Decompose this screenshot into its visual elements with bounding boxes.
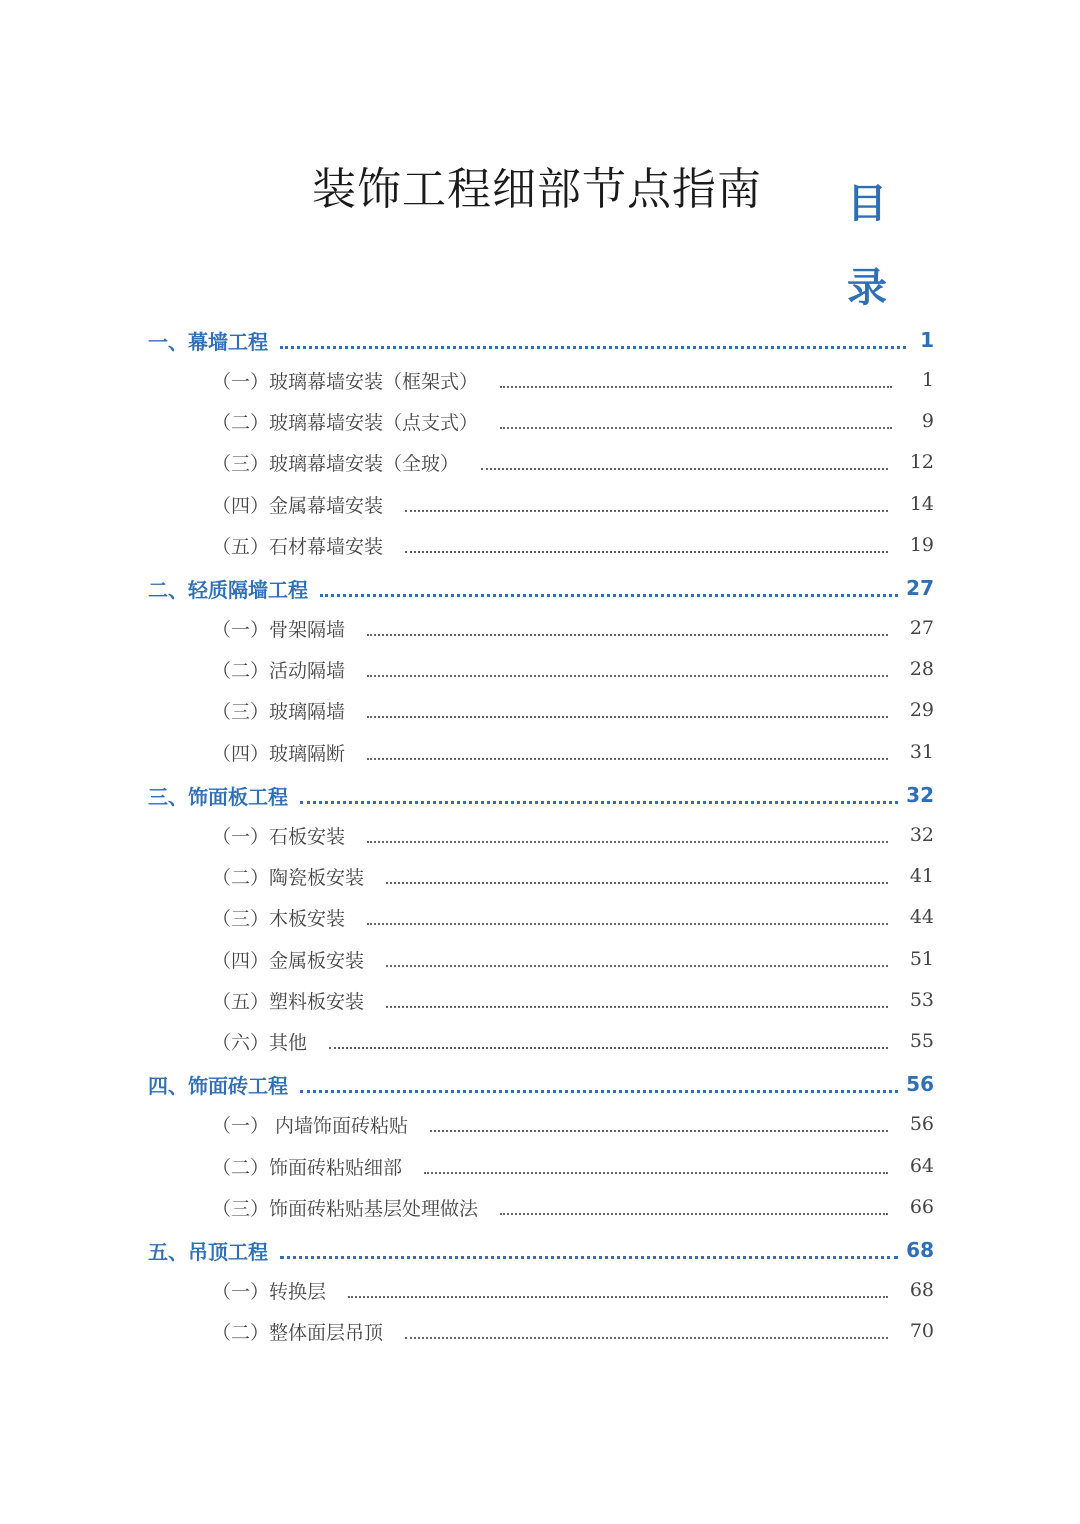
toc-label: （一）转换层 <box>212 1280 327 1303</box>
toc-label: 一、幕墙工程 <box>148 329 268 354</box>
toc-label: （一）石板安装 <box>212 825 346 848</box>
toc-section-light-partition[interactable] <box>148 572 934 604</box>
toc-page-number: 56 <box>909 1113 934 1135</box>
toc-label: （二）饰面砖粘贴细部 <box>212 1156 403 1179</box>
dot-leader <box>367 758 888 760</box>
toc-label: （四）玻璃隔断 <box>212 742 346 765</box>
dot-leader <box>386 965 888 967</box>
toc-section-facing-panel[interactable] <box>148 779 934 811</box>
toc-item[interactable] <box>212 736 934 768</box>
toc-page-number: 14 <box>909 493 934 515</box>
dot-leader <box>280 346 906 349</box>
toc-item[interactable] <box>212 860 934 892</box>
toc-label: （一）玻璃幕墙安装（框架式） <box>212 370 479 393</box>
toc-page-number: 68 <box>909 1279 934 1301</box>
toc-page-number: 41 <box>909 865 934 887</box>
toc-item[interactable] <box>212 529 934 561</box>
dot-leader <box>500 1213 888 1215</box>
toc-item[interactable] <box>212 1191 934 1223</box>
toc-page-number: 51 <box>909 948 934 970</box>
toc-page-number: 31 <box>909 741 934 763</box>
document-title: 装饰工程细部节点指南 <box>312 164 762 215</box>
dot-leader <box>481 468 888 470</box>
toc-page-number: 55 <box>909 1030 934 1052</box>
toc-item[interactable] <box>212 819 934 851</box>
toc-label: 四、饰面砖工程 <box>148 1073 288 1098</box>
toc-page-number: 68 <box>906 1238 934 1262</box>
toc-label: （三）木板安装 <box>212 907 346 930</box>
toc-page-number: 44 <box>909 906 934 928</box>
dot-leader <box>386 882 888 884</box>
dot-leader <box>367 634 888 636</box>
toc-label: （三）饰面砖粘贴基层处理做法 <box>212 1197 479 1220</box>
toc-label: （六）其他 <box>212 1031 308 1054</box>
toc-page-number: 32 <box>906 783 934 807</box>
toc-label: （二）陶瓷板安装 <box>212 866 365 889</box>
toc-item[interactable] <box>212 1150 934 1182</box>
dot-leader <box>367 923 888 925</box>
toc-item[interactable] <box>212 405 934 437</box>
toc-page-number: 70 <box>909 1320 934 1342</box>
toc-label: 五、吊顶工程 <box>148 1239 268 1264</box>
toc-label: （二）活动隔墙 <box>212 659 346 682</box>
dot-leader <box>405 510 888 512</box>
toc-page-number: 28 <box>909 658 934 680</box>
toc-page-number: 53 <box>909 989 934 1011</box>
toc-label: （一） 内墙饰面砖粘贴 <box>212 1114 409 1137</box>
dot-leader <box>424 1172 888 1174</box>
toc-page-number: 29 <box>909 699 934 721</box>
toc-section-facing-tile[interactable] <box>148 1068 934 1100</box>
toc-item[interactable] <box>212 943 934 975</box>
dot-leader <box>280 1256 898 1259</box>
toc-section-ceiling[interactable] <box>148 1234 934 1266</box>
dot-leader <box>500 386 892 388</box>
dot-leader <box>300 801 898 804</box>
toc-label: （一）骨架隔墙 <box>212 618 346 641</box>
toc-label: 二、轻质隔墙工程 <box>148 577 308 602</box>
toc-label: （三）玻璃幕墙安装（全玻） <box>212 452 460 475</box>
toc-label: （三）玻璃隔墙 <box>212 700 346 723</box>
toc-label: （二）整体面层吊顶 <box>212 1321 384 1344</box>
dot-leader <box>367 675 888 677</box>
dot-leader <box>300 1090 898 1093</box>
toc-item[interactable] <box>212 694 934 726</box>
dot-leader <box>367 716 888 718</box>
toc-label: （四）金属板安装 <box>212 949 365 972</box>
toc-item[interactable] <box>212 488 934 520</box>
toc-page-number: 19 <box>909 534 934 556</box>
toc-page-number: 1 <box>921 369 934 391</box>
toc-page-number: 12 <box>909 451 934 473</box>
toc-item[interactable] <box>212 1108 934 1140</box>
toc-page-number: 9 <box>921 410 934 432</box>
toc-label: （五）石材幕墙安装 <box>212 535 384 558</box>
toc-heading: 目录 <box>847 181 887 311</box>
toc-page-number: 32 <box>909 824 934 846</box>
toc-label: （五）塑料板安装 <box>212 990 365 1013</box>
toc-item[interactable] <box>212 612 934 644</box>
dot-leader <box>348 1296 888 1298</box>
toc-item[interactable] <box>212 446 934 478</box>
toc-label: 三、饰面板工程 <box>148 784 288 809</box>
toc-page-number: 64 <box>909 1155 934 1177</box>
toc-item[interactable] <box>212 1315 934 1347</box>
toc-item[interactable] <box>212 1025 934 1057</box>
dot-leader <box>430 1130 888 1132</box>
dot-leader <box>320 594 898 597</box>
dot-leader <box>386 1006 888 1008</box>
toc-page-number: 1 <box>920 328 934 352</box>
toc-page-number: 66 <box>909 1196 934 1218</box>
toc-page-number: 27 <box>906 576 934 600</box>
dot-leader <box>367 841 888 843</box>
toc-section-curtain-wall[interactable] <box>148 324 934 356</box>
dot-leader <box>500 427 892 429</box>
dot-leader <box>405 1337 888 1339</box>
dot-leader <box>405 551 888 553</box>
toc-item[interactable] <box>212 364 934 396</box>
toc-label: （二）玻璃幕墙安装（点支式） <box>212 411 479 434</box>
toc-item[interactable] <box>212 984 934 1016</box>
toc-item[interactable] <box>212 653 934 685</box>
toc-item[interactable] <box>212 901 934 933</box>
toc-page-number: 56 <box>906 1072 934 1096</box>
toc-page-number: 27 <box>909 617 934 639</box>
toc-label: （四）金属幕墙安装 <box>212 494 384 517</box>
toc-item[interactable] <box>212 1274 934 1306</box>
dot-leader <box>329 1047 888 1049</box>
